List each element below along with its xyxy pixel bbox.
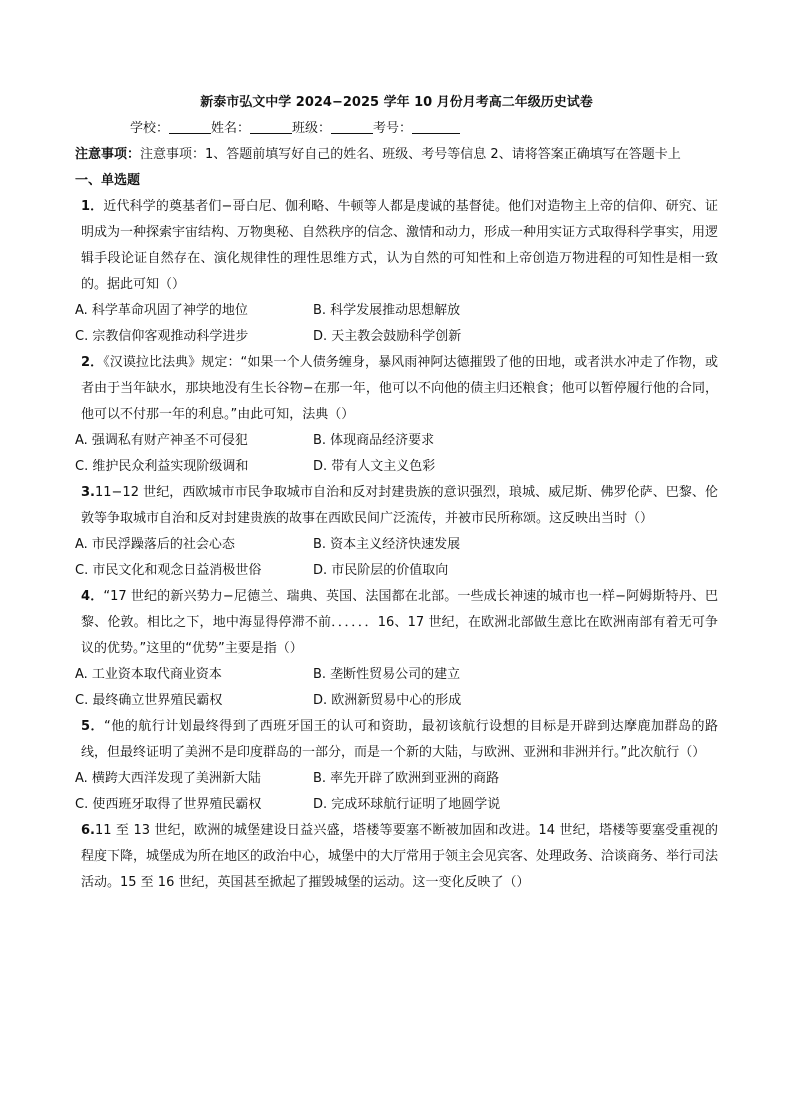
option-b: B. 垄断性贸易公司的建立 xyxy=(313,667,461,682)
question-5 xyxy=(75,714,718,818)
question-number: 3. xyxy=(81,485,95,500)
question-number: 6. xyxy=(81,823,95,838)
id-label: 考号： xyxy=(373,121,413,136)
options xyxy=(75,428,718,480)
question-number: 1． xyxy=(81,199,104,214)
question-stem: 1．近代科学的奠基者们−哥白尼、伽利略、牛顿等人都是虔诚的基督徒。他们对造物主上帝的信仰、研究、证明成为一种探索宇宙结构、万物奥秘、自然秩序的信念、激情和动力，形成一种用实证方式取得科学事实，用逻辑手段论证自然存在、演化规律性的理性思维方式，认为自然的可知性和上帝创造万物进程的可知性是相一致的。据此可知（） xyxy=(81,199,719,292)
notice-text: 注意事项：1、答题前填写好自己的姓名、班级、考号等信息 2、请将答案正确填写在答题卡上 xyxy=(140,147,681,162)
option-a: A. 横跨大西洋发现了美洲新大陆 xyxy=(75,771,261,786)
question-3 xyxy=(75,480,718,584)
question-6 xyxy=(75,818,718,896)
section-title: 一、单选题 xyxy=(75,173,141,188)
question-4 xyxy=(75,584,718,714)
question-stem: 5．“他的航行计划最终得到了西班牙国王的认可和资助，最初该航行设想的目标是开辟到达摩鹿加群岛的路线，但最终证明了美洲不是印度群岛的一部分，而是一个新的大陆，与欧洲、亚洲和非洲并行。”此次航行（） xyxy=(81,719,718,760)
exam-title: 新泰市弘文中学 2024−2025 学年 10 月份月考高二年级历史试卷 xyxy=(200,95,593,110)
question-stem: 3.11−12 世纪，西欧城市市民争取城市自治和反对封建贵族的意识强烈，琅城、威尼斯、佛罗伦萨、巴黎、伦敦等争取城市自治和反对封建贵族的故事在西欧民间广泛流传，并被市民所称颂。这反映出当时（） xyxy=(81,485,718,526)
option-d: D. 市民阶层的价值取向 xyxy=(313,563,449,578)
options xyxy=(75,298,718,350)
option-a: A. 工业资本取代商业资本 xyxy=(75,667,222,682)
options xyxy=(75,532,718,584)
option-b: B. 科学发展推动思想解放 xyxy=(313,303,461,318)
name-label: 姓名： xyxy=(211,121,251,136)
question-number: 2． xyxy=(81,355,104,370)
school-label: 学校： xyxy=(130,121,170,136)
option-c: C. 市民文化和观念日益消极世俗 xyxy=(75,563,262,578)
notice xyxy=(75,142,718,168)
question-stem: 4．“17 世纪的新兴势力−尼德兰、瑞典、英国、法国都在北部。一些成长神速的城市也一样−阿姆斯特丹、巴黎、伦敦。相比之下，地中海显得停滞不前．．．．．．16、17 世纪，在欧洲北部做生意比在欧洲南部有着无可争议的优势。”这里的“优势”主要是指（） xyxy=(81,589,719,656)
option-c: C. 最终确立世界殖民霸权 xyxy=(75,693,223,708)
name-blank[interactable] xyxy=(250,119,292,134)
option-a: A. 强调私有财产神圣不可侵犯 xyxy=(75,433,248,448)
question-stem: 2．《汉谟拉比法典》规定：“如果一个人债务缠身，暴风雨神阿达德摧毁了他的田地，或者洪水冲走了作物，或者由于当年缺水，那块地没有生长谷物−在那一年，他可以不向他的债主归还粮食；他可以暂停履行他的合同，他可以不付那一年的利息。”由此可知，法典（） xyxy=(81,355,718,422)
option-d: D. 欧洲新贸易中心的形成 xyxy=(313,693,462,708)
question-2 xyxy=(75,350,718,480)
student-info-row xyxy=(75,116,718,142)
question-stem: 6.11 至 13 世纪，欧洲的城堡建设日益兴盛，塔楼等要塞不断被加固和改进。14 世纪，塔楼等要塞受重视的程度下降，城堡成为所在地区的政治中心，城堡中的大厅常用于领主会见宾客、处理政务、洽谈商务、举行司法活动。15 至 16 世纪，英国甚至掀起了摧毁城堡的运动。这一变化反映了（） xyxy=(81,823,719,890)
option-d: D. 天主教会鼓励科学创新 xyxy=(313,329,462,344)
option-b: B. 体现商品经济要求 xyxy=(313,433,435,448)
question-number: 5． xyxy=(81,719,105,734)
question-number: 4． xyxy=(81,589,104,604)
option-d: D. 带有人文主义色彩 xyxy=(313,459,436,474)
option-c: C. 维护民众利益实现阶级调和 xyxy=(75,459,249,474)
school-blank[interactable] xyxy=(169,119,211,134)
question-1 xyxy=(75,194,718,350)
options xyxy=(75,662,718,714)
option-b: B. 率先开辟了欧洲到亚洲的商路 xyxy=(313,771,500,786)
option-a: A. 市民浮躁落后的社会心态 xyxy=(75,537,235,552)
id-blank[interactable] xyxy=(412,119,460,134)
option-c: C. 宗教信仰客观推动科学进步 xyxy=(75,329,249,344)
class-label: 班级： xyxy=(292,121,332,136)
option-b: B. 资本主义经济快速发展 xyxy=(313,537,461,552)
option-c: C. 使西班牙取得了世界殖民霸权 xyxy=(75,797,262,812)
notice-label: 注意事项： xyxy=(75,147,141,162)
option-a: A. 科学革命巩固了神学的地位 xyxy=(75,303,248,318)
option-d: D. 完成环球航行证明了地圆学说 xyxy=(313,797,501,812)
class-blank[interactable] xyxy=(331,119,373,134)
options xyxy=(75,766,718,818)
